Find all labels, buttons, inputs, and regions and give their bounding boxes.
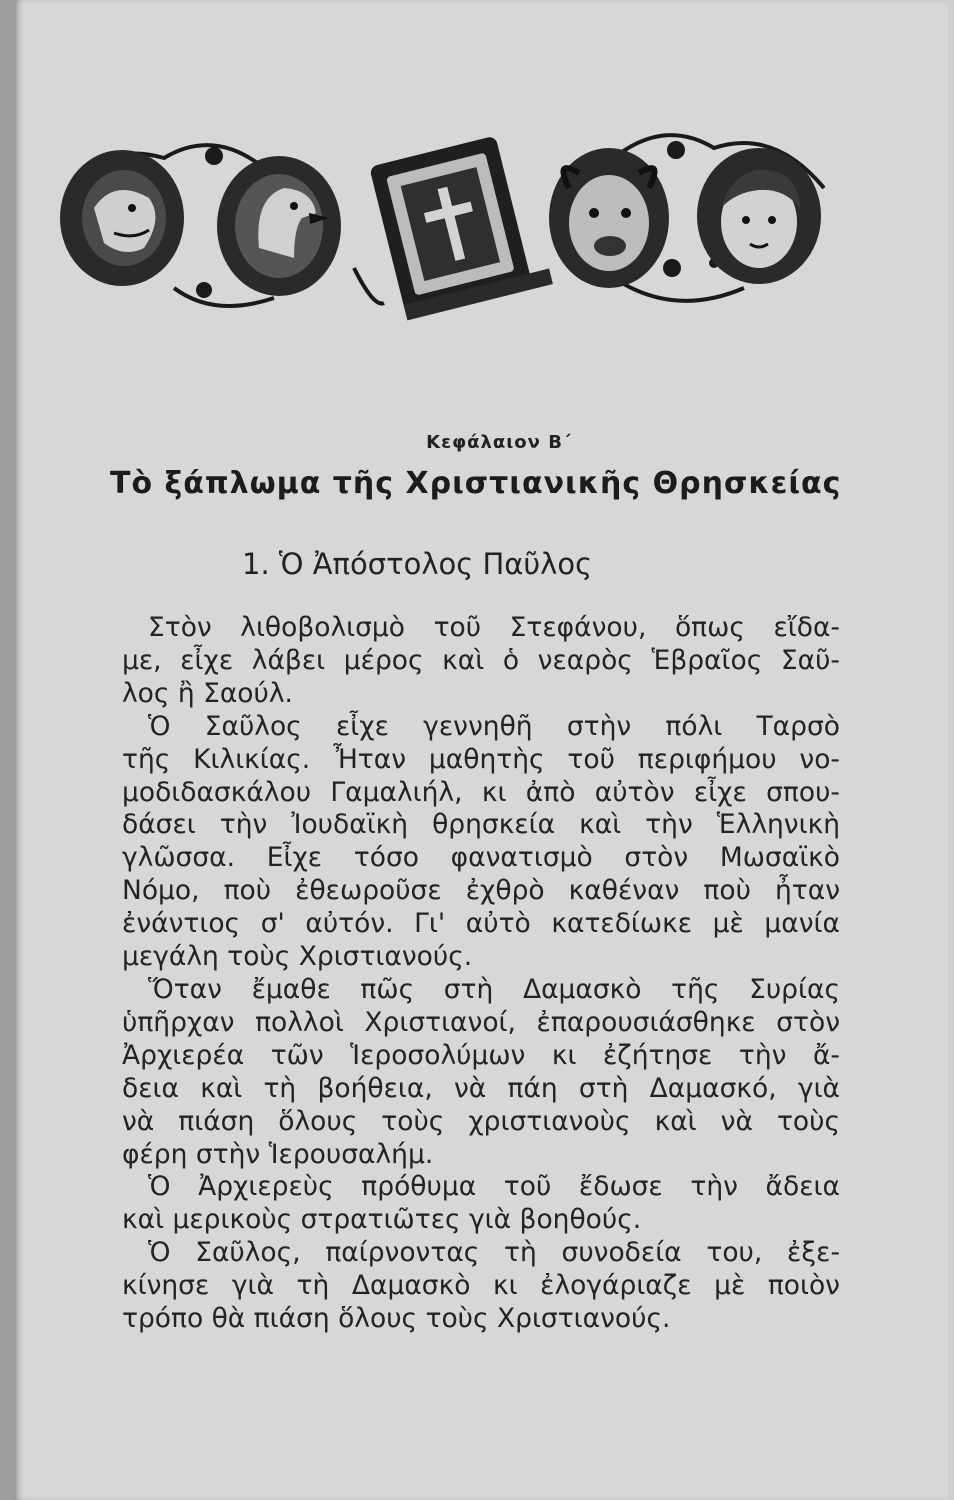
text-line: τῆς Κιλικίας. Ἦταν μαθητὴς τοῦ περιφήμου νο- (122, 743, 840, 775)
angel-icon (697, 148, 821, 284)
section-heading: 1. Ὁ Ἀπόστολος Παῦλος (242, 547, 593, 581)
text-line: ἐνάντιος σ' αὐτόν. Γι' αὐτὸ κατεδίωκε μὲ μανία (122, 908, 840, 940)
chapter-title: Τὸ ξάπλωμα τῆς Χριστιανικῆς Θρησκείας (110, 466, 842, 501)
text-line: καὶ μερικοὺς στρατιῶτες γιὰ βοηθούς. (122, 1204, 642, 1236)
ox-icon (549, 148, 669, 288)
chapter-label: Κεφάλαιον Β΄ (426, 432, 572, 453)
text-line: δάσει τὴν Ἰουδαϊκὴ θρησκεία καὶ τὴν Ἑλληνικὴ (122, 809, 840, 841)
text-line: ὑπῆρχαν πολλοὶ Χριστιανοί, ἐπαρουσιάσθηκε στὸν (122, 1006, 840, 1038)
lion-icon (60, 150, 184, 286)
body-text (122, 612, 840, 1336)
text-line: Ὅταν ἔμαθε πῶς στὴ Δαμασκὸ τῆς Συρίας (148, 973, 840, 1005)
text-line: κίνησε γιὰ τὴ Δαμασκὸ κι ἐλογάριαζε μὲ ποιὸν (122, 1270, 840, 1302)
text-line: μεγάλη τοὺς Χριστιανούς. (122, 941, 473, 973)
text-line: γλῶσσα. Εἶχε τόσο φανατισμὸ στὸν Μωσαϊκὸ (122, 842, 840, 874)
text-line: Ὁ Σαῦλος, παίρνοντας τὴ συνοδεία του, ἐξε- (148, 1237, 840, 1269)
text-line: δεια καὶ τὴ βοήθεια, νὰ πάη στὴ Δαμασκό, γιὰ (122, 1072, 840, 1104)
text-line: νὰ πιάση ὅλους τοὺς χριστιανοὺς καὶ νὰ τοὺς (122, 1105, 840, 1137)
text-line: Νόμο, ποὺ ἐθεωροῦσε ἐχθρὸ καθέναν ποὺ ἦταν (122, 875, 840, 907)
text-line: τρόπο θὰ πιάση ὅλους τοὺς Χριστιανούς. (122, 1303, 671, 1335)
text-line: με, εἶχε λάβει μέρος καὶ ὁ νεαρὸς Ἑβραῖος Σαῦ- (122, 644, 840, 676)
text-line: μοδιδασκάλου Γαμαλιήλ, κι ἀπὸ αὐτὸν εἶχε σπου- (122, 776, 840, 808)
text-line: Στὸν λιθοβολισμὸ τοῦ Στεφάνου, ὅπως εἴδα- (148, 612, 840, 643)
text-line: Ὁ Σαῦλος εἶχε γεννηθῆ στὴν πόλι Ταρσὸ (148, 710, 840, 742)
gospel-book-icon (369, 131, 553, 321)
text-line: Ἀρχιερέα τῶν Ἱεροσολύμων κι ἐζήτησε τὴν ἄ- (122, 1039, 840, 1071)
evangelists-ornament (54, 118, 834, 328)
text-line: φέρη στὴν Ἱερουσαλήμ. (122, 1138, 434, 1170)
text-line: λος ἢ Σαούλ. (122, 677, 293, 709)
eagle-icon (217, 156, 341, 296)
book-page (14, 0, 954, 1500)
text-line: Ὁ Ἀρχιερεὺς πρόθυμα τοῦ ἔδωσε τὴν ἄδεια (148, 1171, 840, 1203)
